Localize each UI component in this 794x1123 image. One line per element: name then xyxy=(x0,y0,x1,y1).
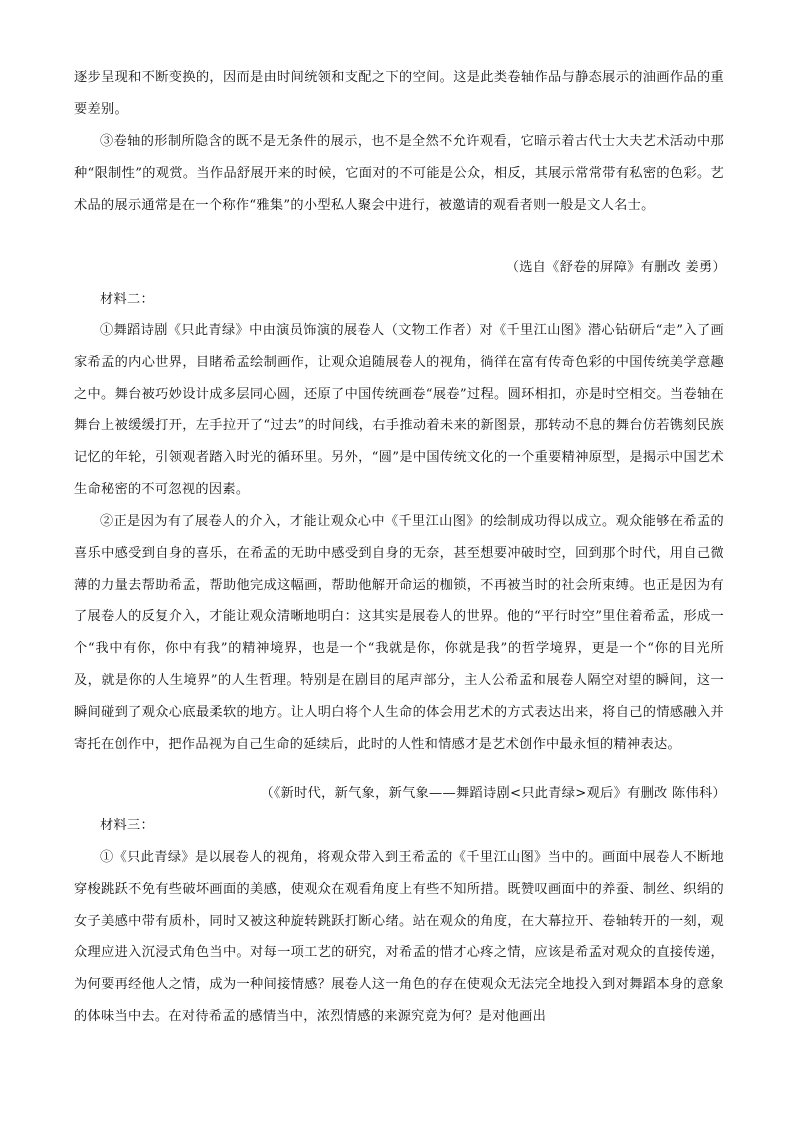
material-three-label: 材料三： xyxy=(100,818,154,833)
material-two-paragraph-1: ①舞蹈诗剧《只此青绿》中由演员饰演的展卷人（文物工作者）对《千里江山图》潜心钻研后“走”入了画家希孟的内心世界，目睹希孟绘制画作，让观众追随展卷人的视角，徜徉在富有传奇色彩的中国传统美学意趣之中。舞台被巧妙设计成多层同心圆，还原了中国传统画卷“展卷”过程。圆环相扣，亦是时空相交。当卷轴在舞台上被缓缓打开，左手拉开了“过去”的时间线，右手推动着未来的新图景，那转动不息的舞台仿若镌刻民族记忆的年轮，引领观者踏入时光的循环里。另外，“圆”是中国传统文化的一个重要精神原型，是揭示中国艺术生命秘密的不可忽视的因素。 xyxy=(74,323,724,497)
material-one-paragraph-3: ③卷轴的形制所隐含的既不是无条件的展示，也不是全然不允许观看，它暗示着古代士大夫艺术活动中那种“限制性”的观赏。当作品舒展开来的时候，它面对的不可能是公众，相反，其展示常常带有私密的色彩。艺术品的展示通常是在一个称作“雅集”的小型私人聚会中进行，被邀请的观看者则一般是文人名士。 xyxy=(74,134,724,213)
material-one-source: （选自《舒卷的屏障》有删改 姜勇） xyxy=(505,260,726,275)
material-three-paragraph-1: ①《只此青绿》是以展卷人的视角，将观众带入到王希孟的《千里江山图》当中的。画面中展卷人不断地穿梭跳跃不免有些破坏画面的美感，使观众在观看角度上有些不知所措。既赞叹画面中的养蚕、制丝、织绢的女子美感中带有质朴，同时又被这种旋转跳跃打断心绪。站在观众的角度，在大幕拉开、卷轴转开的一刻，观众理应进入沉浸式角色当中。对每一项工艺的研究，对希孟的惜才心疼之情，应该是希孟对观众的直接传递，为何要再经他人之情，成为一种间接情感？展卷人这一角色的存在使观众无法完全地投入到对舞蹈本身的意象的体味当中去。在对待希孟的感情当中，浓烈情感的来源究竟为何？是对他画出 xyxy=(74,850,724,1024)
material-two-label: 材料二： xyxy=(100,292,154,307)
material-two-paragraph-2: ②正是因为有了展卷人的介入，才能让观众心中《千里江山图》的绘制成功得以成立。观众能够在希孟的喜乐中感受到自身的喜乐，在希孟的无助中感受到自身的无奈，甚至想要冲破时空，回到那个时代，用自己微薄的力量去帮助希孟，帮助他完成这幅画，帮助他解开命运的枷锁，不再被当时的社会所束缚。也正是因为有了展卷人的反复介入，才能让观众清晰地明白：这其实是展卷人的世界。他的“平行时空”里住着希孟，形成一个“我中有你，你中有我”的精神境界，也是一个“我就是你，你就是我”的哲学境界，更是一个“你的目光所及，就是你的人生境界”的人生哲理。特别是在剧目的尾声部分，主人公希孟和展卷人隔空对望的瞬间，这一瞬间碰到了观众心底最柔软的地方。让人明白将个人生命的体会用艺术的方式表达出来，将自己的情感融入并寄托在创作中，把作品视为自己生命的延续后，此时的人性和情感才是艺术创作中最永恒的精神表达。 xyxy=(74,514,724,752)
material-two-source: （《新时代，新气象，新气象——舞蹈诗剧<只此青绿>观后》有删改 陈伟科） xyxy=(260,786,726,801)
continuation-paragraph: 逐步呈现和不断变换的，因而是由时间统领和支配之下的空间。这是此类卷轴作品与静态展示的油画作品的重要差别。 xyxy=(74,70,724,117)
